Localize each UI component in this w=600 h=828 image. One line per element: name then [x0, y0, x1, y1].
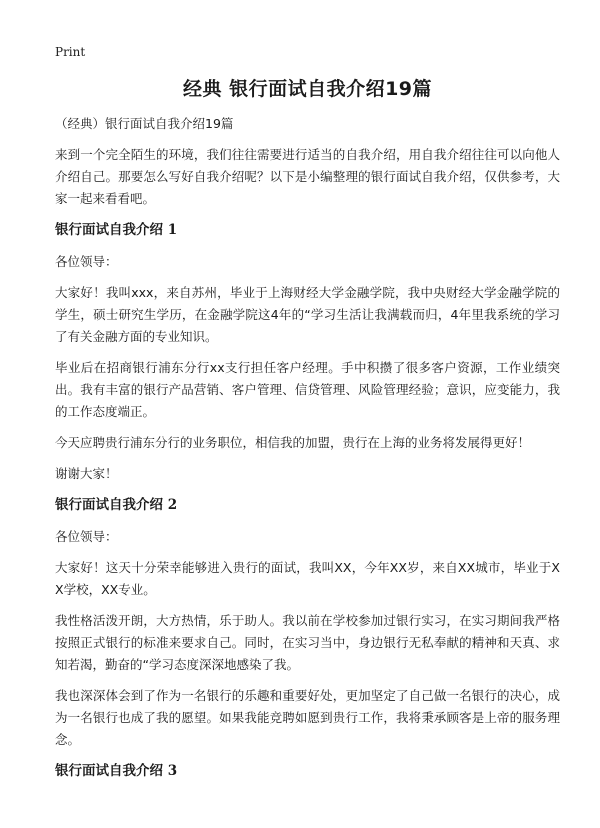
section-1-paragraph-3: 今天应聘贵行浦东分行的业务职位，相信我的加盟，贵行在上海的业务将发展得更好！	[55, 435, 531, 450]
section-heading-1: 银行面试自我介绍 1	[55, 222, 178, 238]
section-1-paragraph-2: 毕业后在招商银行浦东分行xx支行担任客户经理。手中积攒了很多客户资源，工作业绩突出。我有丰富的银行产品营销、客户管理、信贷管理、风险管理经验；意识，应变能力，我的工作态度端正。	[55, 360, 560, 419]
section-1-paragraph-1: 大家好！我叫xxx，来自苏州，毕业于上海财经大学金融学院，我中央财经大学金融学院的学生，硕士研究生学历，在金融学院这4年的“学习生活让我满载而归，4年里我系统的学习了有关金融方面的专业知识。	[55, 285, 560, 344]
section-heading-3: 银行面试自我介绍 3	[55, 763, 178, 779]
page-title: 经典 银行面试自我介绍19篇	[182, 78, 433, 100]
section-2-paragraph-2: 我性格活泼开朗，大方热情，乐于助人。我以前在学校参加过银行实习，在实习期间我严格按照正式银行的标准来要求自己。同时，在实习当中，身边银行无私奉献的精神和天真、求知若渴，勤奋的“学习态度深深地感染了我。	[55, 613, 560, 672]
section-2-paragraph-1: 大家好！这天十分荣幸能够进入贵行的面试，我叫XX，今年XX岁，来自XX城市，毕业于XX学校，XX专业。	[55, 560, 560, 597]
intro-paragraph: 来到一个完全陌生的环境，我们往往需要进行适当的自我介绍，用自我介绍往往可以向他人介绍自己。那要怎么写好自我介绍呢？以下是小编整理的银行面试自我介绍，仅供参考，大家一起来看看吧。	[55, 147, 560, 206]
section-2-paragraph-3: 我也深深体会到了作为一名银行的乐趣和重要好处，更加坚定了自己做一名银行的决心，成为一名银行也成了我的愿望。如果我能竞聘如愿到贵行工作，我将秉承顾客是上帝的服务理念。	[55, 688, 560, 747]
print-label[interactable]: Print	[55, 45, 86, 59]
document-subtitle: （经典）银行面试自我介绍19篇	[55, 116, 234, 131]
section-1-closing: 谢谢大家！	[55, 466, 118, 481]
section-heading-2: 银行面试自我介绍 2	[55, 497, 178, 513]
salutation-1: 各位领导：	[55, 254, 118, 269]
salutation-2: 各位领导：	[55, 529, 118, 544]
